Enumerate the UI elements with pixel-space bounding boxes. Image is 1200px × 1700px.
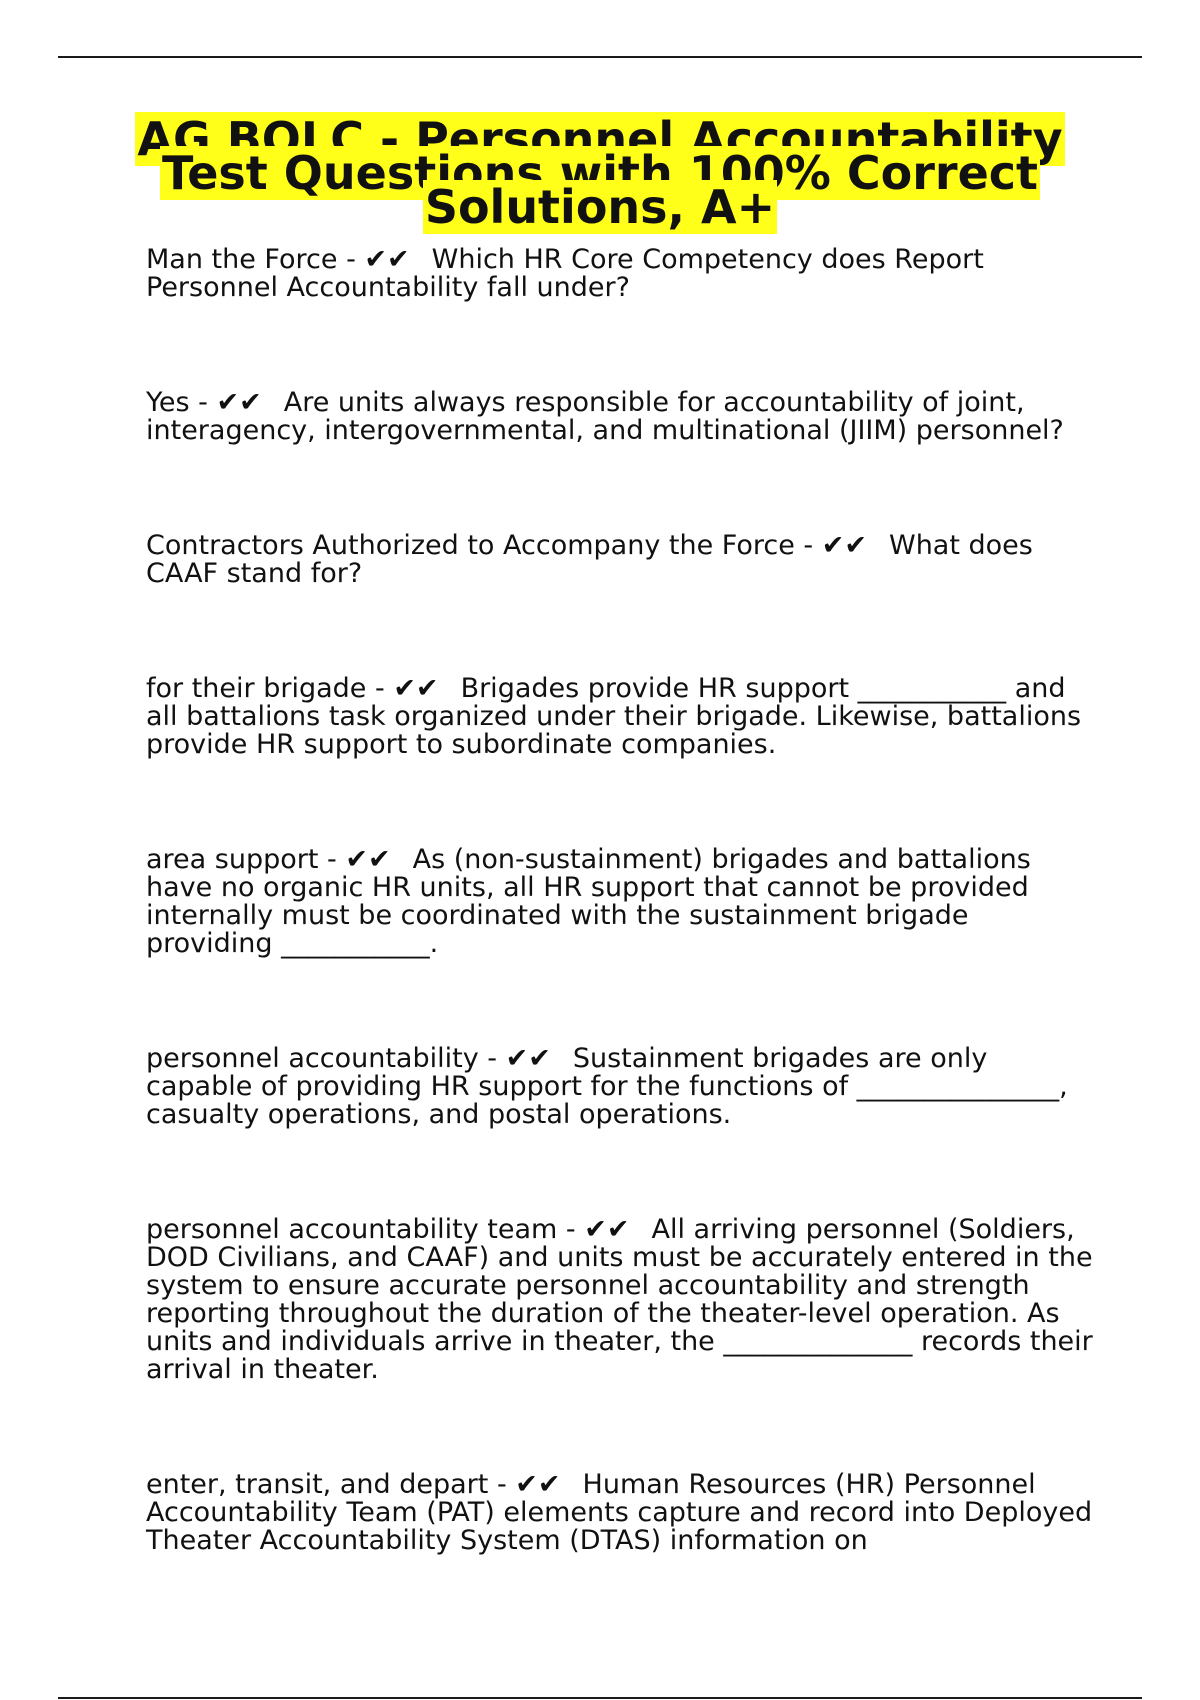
qa-question: Human Resources (HR) Personnel Accountability Team (PAT) elements capture and record into Deployed Theater Accountability System (DTAS) information on <box>146 1469 1093 1556</box>
qa-item: Contractors Authorized to Accompany the Force - ✔✔ What does CAAF stand for? <box>146 530 1033 589</box>
qa-answer: Contractors Authorized to Accompany the Force <box>146 530 795 561</box>
qa-question: Are units always responsible for accountability of joint, interagency, intergovernmental, and multinational (JIIM) personnel? <box>146 387 1064 446</box>
qa-list <box>146 246 1096 1555</box>
document-title <box>120 112 1080 234</box>
title-highlight: AG BOLC - Personnel Accountability Test Questions with 100% Correct Solutions, A+ <box>137 112 1063 234</box>
qa-question: As (non-sustainment) brigades and battalions have no organic HR units, all HR support that cannot be provided internally must be coordinated with the sustainment brigade providing ___________. <box>146 844 1031 959</box>
check-mark-icon: ✔✔ <box>515 1469 561 1500</box>
qa-item: personnel accountability - ✔✔ Sustainment brigades are only capable of providing HR support for the functions of _______________, casualty operations, and postal operations. <box>146 1043 1068 1130</box>
qa-answer: Yes <box>146 387 190 418</box>
qa-question: Brigades provide HR support ___________ and all battalions task organized under their brigade. Likewise, battalions provide HR support to subordinate companies. <box>146 673 1082 760</box>
qa-question: What does CAAF stand for? <box>146 530 1033 589</box>
qa-item: for their brigade - ✔✔ Brigades provide HR support ___________ and all battalions task organized under their brigade. Likewise, battalions provide HR support to subordinate companies. <box>146 673 1082 760</box>
qa-question: All arriving personnel (Soldiers, DOD Civilians, and CAAF) and units must be accurately entered in the system to ensure accurate personnel accountability and strength reporting throughout the duration of the theater-level operation. As units and individuals arrive in theater, the ______________ records their arrival in theater. <box>146 1214 1093 1385</box>
qa-answer: personnel accountability team <box>146 1214 558 1245</box>
qa-answer: personnel accountability <box>146 1043 479 1074</box>
qa-answer: enter, transit, and depart <box>146 1469 489 1500</box>
check-mark-icon: ✔✔ <box>364 244 410 275</box>
qa-item: enter, transit, and depart - ✔✔ Human Resources (HR) Personnel Accountability Team (PAT) elements capture and record into Deployed Theater Accountability System (DTAS) information on <box>146 1469 1093 1556</box>
qa-item: Man the Force - ✔✔ Which HR Core Competency does Report Personnel Accountability fall under? <box>146 244 984 303</box>
qa-answer: area support <box>146 844 319 875</box>
qa-item: personnel accountability team - ✔✔ All arriving personnel (Soldiers, DOD Civilians, and CAAF) and units must be accurately entered in the system to ensure accurate personnel accountability and strength reporting throughout the duration of the theater-level operation. As units and individuals arrive in theater, the ______________ records their arrival in theater. <box>146 1214 1093 1385</box>
check-mark-icon: ✔✔ <box>393 673 439 704</box>
qa-answer: Man the Force <box>146 244 338 275</box>
check-mark-icon: ✔✔ <box>821 530 867 561</box>
check-mark-icon: ✔✔ <box>216 387 262 418</box>
check-mark-icon: ✔✔ <box>345 844 391 875</box>
qa-question: Which HR Core Competency does Report Personnel Accountability fall under? <box>146 244 984 303</box>
page-bottom-rule <box>58 1697 1142 1699</box>
check-mark-icon: ✔✔ <box>584 1214 630 1245</box>
qa-item: Yes - ✔✔ Are units always responsible for accountability of joint, interagency, intergovernmental, and multinational (JIIM) personnel? <box>146 387 1064 446</box>
page-top-rule <box>58 56 1142 58</box>
qa-item: area support - ✔✔ As (non-sustainment) brigades and battalions have no organic HR units, all HR support that cannot be provided internally must be coordinated with the sustainment brigade providing ___________. <box>146 844 1031 959</box>
qa-question: Sustainment brigades are only capable of providing HR support for the functions of _______________, casualty operations, and postal operations. <box>146 1043 1068 1130</box>
qa-answer: for their brigade <box>146 673 367 704</box>
check-mark-icon: ✔✔ <box>505 1043 551 1074</box>
